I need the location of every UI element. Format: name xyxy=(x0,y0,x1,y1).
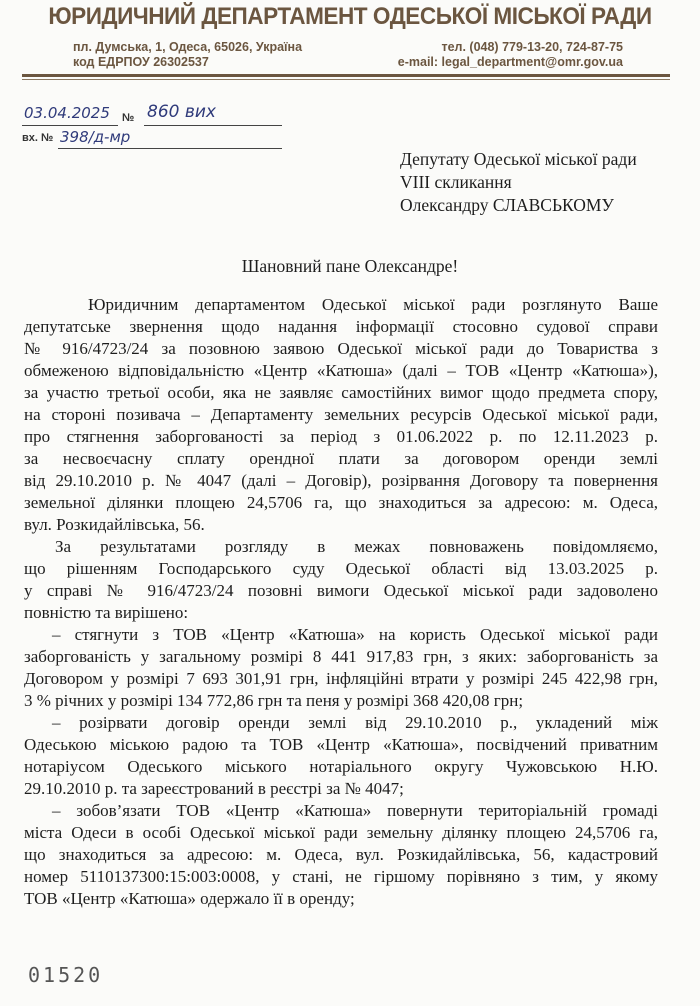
recipient-line: Депутату Одеської міської ради xyxy=(400,149,637,169)
text-line: № 916/4723/24 за позовною заявою Одеської міської ради до Товариства з xyxy=(24,339,658,358)
text-line: – зобов’язати ТОВ «Центр «Катюша» повернути територіальній громаді xyxy=(52,801,658,820)
letterhead-rule xyxy=(22,74,670,77)
text-line: що знаходиться за адресою: м. Одеса, вул. Розкидайлівська, 56, кадастровий xyxy=(24,845,658,864)
registration-date: 03.04.2025 xyxy=(24,104,110,122)
text-line: у справі № 916/4723/24 позовні вимоги Одеської міської ради задоволено xyxy=(24,581,658,600)
letterhead-email: e-mail: legal_department@omr.gov.ua xyxy=(397,55,623,69)
text-line: депутатське звернення щодо надання інформації стосовно судової справи xyxy=(24,317,658,336)
text-line: за несвоєчасну сплату орендної плати за договором оренди землі xyxy=(24,449,658,468)
recipient-block xyxy=(400,148,637,217)
text-line: За результатами розгляду в межах повноважень повідомляємо, xyxy=(55,537,658,556)
text-line: нотаріусом Одеського міського нотаріального округу Чужовською Н.Ю. xyxy=(24,757,658,776)
incoming-number: 398/д-мр xyxy=(60,128,131,146)
text-line: що рішенням Господарського суду Одеської області від 13.03.2025 р. xyxy=(24,559,658,578)
letterhead-contacts xyxy=(398,40,623,70)
paragraph-review xyxy=(24,294,658,536)
text-line: обмеженою відповідальністю «Центр «Катюша» (далі – ТОВ «Центр «Катюша»), xyxy=(24,361,658,380)
letterhead-address-block xyxy=(73,40,302,70)
registration-number: 860 вих xyxy=(147,102,216,122)
text-line: за участю третьої особи, яка не заявляє самостійних вимог щодо предмета спору, xyxy=(24,383,658,402)
incoming-number-label: вх. № xyxy=(22,132,54,144)
text-line: Договором у розмірі 7 693 301,91 грн, інфляційні втрати у розмірі 245 422,98 грн, xyxy=(24,669,658,688)
text-line: – стягнути з ТОВ «Центр «Катюша» на користь Одеської міської ради xyxy=(52,625,658,644)
registration-block xyxy=(22,104,292,154)
letterhead-code: код ЕДРПОУ 26302537 xyxy=(73,55,209,69)
text-line: номер 5110137300:15:003:0008, у стані, не гіршому порівняно з тим, у якому xyxy=(24,867,658,886)
salutation: Шановний пане Олександре! xyxy=(241,256,459,276)
letterhead-rule-thin xyxy=(22,79,670,80)
text-line: Юридичним департаментом Одеської міської ради розглянуто Ваше xyxy=(88,295,658,314)
recipient-line: VIII скликання xyxy=(400,172,512,192)
text-line: від 29.10.2010 р. № 4047 (далі – Договір), розірвання Договору та повернення xyxy=(24,471,658,490)
paragraph-results xyxy=(24,536,658,624)
text-line: міста Одеси в особі Одеської міської ради земельну ділянку площею 24,5706 га, xyxy=(24,823,658,842)
text-line: – розірвати договір оренди землі від 29.10.2010 р., укладений між xyxy=(52,713,658,732)
page-stamp-number: 01520 xyxy=(28,963,104,987)
item-terminate-lease xyxy=(24,712,658,800)
text-line: земельної ділянки площею 24,5706 га, що знаходиться за адресою: м. Одеса, xyxy=(24,493,658,512)
letterhead-address: пл. Думська, 1, Одеса, 65026, Україна xyxy=(73,40,303,54)
text-line: на стороні позивача – Департаменту земельних ресурсів Одеської міської ради, xyxy=(24,405,658,424)
letterhead-title: ЮРИДИЧНИЙ ДЕПАРТАМЕНТ ОДЕСЬКОЇ МІСЬКОЇ РАДИ xyxy=(48,3,652,30)
text-line: 3 % річних у розмірі 134 772,86 грн та пеня у розмірі 368 420,08 грн; xyxy=(24,691,524,710)
text-line: заборгованість у загальному розмірі 8 441 917,83 грн, з яких: заборгованість за xyxy=(24,647,658,666)
item-return-land xyxy=(24,800,658,910)
text-line: Одеською міською радою та ТОВ «Центр «Катюша», посвідчений приватним xyxy=(24,735,658,754)
text-line: ТОВ «Центр «Катюша» одержало її в оренду; xyxy=(24,889,355,908)
item-collect-debt xyxy=(24,624,658,712)
registration-number-label: № xyxy=(122,112,135,124)
text-line: 29.10.2010 р. та зареєстрований в реєстрі за № 4047; xyxy=(24,779,404,798)
text-line: повністю та вирішено: xyxy=(24,603,189,622)
recipient-line: Олександру СЛАВСЬКОМУ xyxy=(400,195,614,215)
letterhead-phone: тел. (048) 779-13-20, 724-87-75 xyxy=(441,40,623,54)
text-line: вул. Розкидайлівська, 56. xyxy=(24,515,205,534)
text-line: про стягнення заборгованості за період з 01.06.2022 р. по 12.11.2023 р. xyxy=(24,427,658,446)
